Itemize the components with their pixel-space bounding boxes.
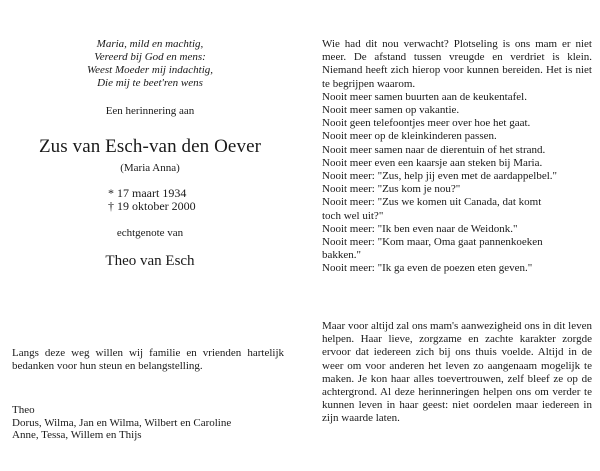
intro-paragraph: Wie had dit nou verwacht? Plotseling is ons mam er niet meer. De afstand tussen vreugde en verdriet is klein. Niemand heeft zich hierop voor kunnen bereiden. Het is niet te begrijpen waarom.	[322, 38, 592, 90]
closing-paragraph: Maar voor altijd zal ons mam's aanwezigheid ons in dit leven helpen. Haar lieve, zorgzame en zachte karakter zorgde ervoor dat iedereen zich bij ons thuis voelde. Altijd in de weer om voor anderen het leven zo aangenaam mogelijk te maken. Je kon haar alles toevertrouwen, zelf bleef ze op de achtergrond. Al deze herinneringen helpen ons om verder te kunnen leven in haar geest: niet oordelen maar iedereen in zijn waarde laten.	[322, 320, 592, 425]
life-dates	[108, 187, 196, 213]
memory-line: Nooit meer: "Zus kom je nou?"	[322, 183, 461, 196]
memory-line: Nooit meer: "Zus, help jij even met de aardappelbel."	[322, 170, 558, 183]
memory-line: Nooit meer: "Ik ga even de poezen eten geven."	[322, 262, 533, 275]
thanks-text: Langs deze weg willen wij familie en vrienden hartelijk bedanken voor hun steun en belangstelling.	[12, 347, 284, 372]
poem-line: Weest Moeder mij indachtig,	[86, 64, 214, 76]
memory-line: toch wel uit?"	[322, 209, 384, 222]
right-panel	[322, 0, 592, 471]
memory-line: Nooit meer samen naar de dierentuin of het strand.	[322, 143, 546, 156]
remembrance-text	[322, 38, 592, 276]
nickname: (Maria Anna)	[120, 162, 180, 174]
memory-line: bakken."	[322, 249, 362, 262]
memory-line: Nooit meer op de kleinkinderen passen.	[322, 130, 497, 143]
memory-line: Nooit meer: "Zus we komen uit Canada, dat komt	[322, 196, 542, 209]
signers	[12, 404, 302, 442]
death-date: † 19 oktober 2000	[108, 199, 196, 213]
spouse-name: Theo van Esch	[105, 253, 195, 269]
memory-line: Nooit meer samen op vakantie.	[322, 104, 460, 117]
memory-line: Nooit meer samen buurten aan de keukentafel.	[322, 90, 527, 103]
memory-line: Nooit geen telefoontjes meer over hoe het gaat.	[322, 117, 531, 130]
signer-line: Anne, Tessa, Willem en Thijs	[12, 429, 142, 441]
deceased-name: Zus van Esch-van den Oever	[38, 136, 262, 157]
poem	[0, 38, 300, 90]
signer-line: Theo	[12, 404, 35, 416]
memory-line: Nooit meer: "Ik ben even naar de Weidonk."	[322, 222, 518, 235]
signer-line: Dorus, Wilma, Jan en Wilma, Wilbert en Caroline	[12, 416, 232, 429]
intro-text: Een herinnering aan	[105, 105, 195, 117]
memory-line: Nooit meer even een kaarsje aan steken bij Maria.	[322, 156, 543, 169]
poem-line: Vereerd bij God en mens:	[94, 51, 206, 63]
poem-line: Maria, mild en machtig,	[96, 38, 204, 50]
poem-line: Die mij te beet'ren wens	[97, 77, 203, 89]
memory-line: Nooit meer: "Kom maar, Oma gaat pannenkoeken	[322, 236, 543, 249]
birth-date: * 17 maart 1934	[108, 186, 187, 200]
spouse-label: echtgenote van	[116, 227, 184, 239]
